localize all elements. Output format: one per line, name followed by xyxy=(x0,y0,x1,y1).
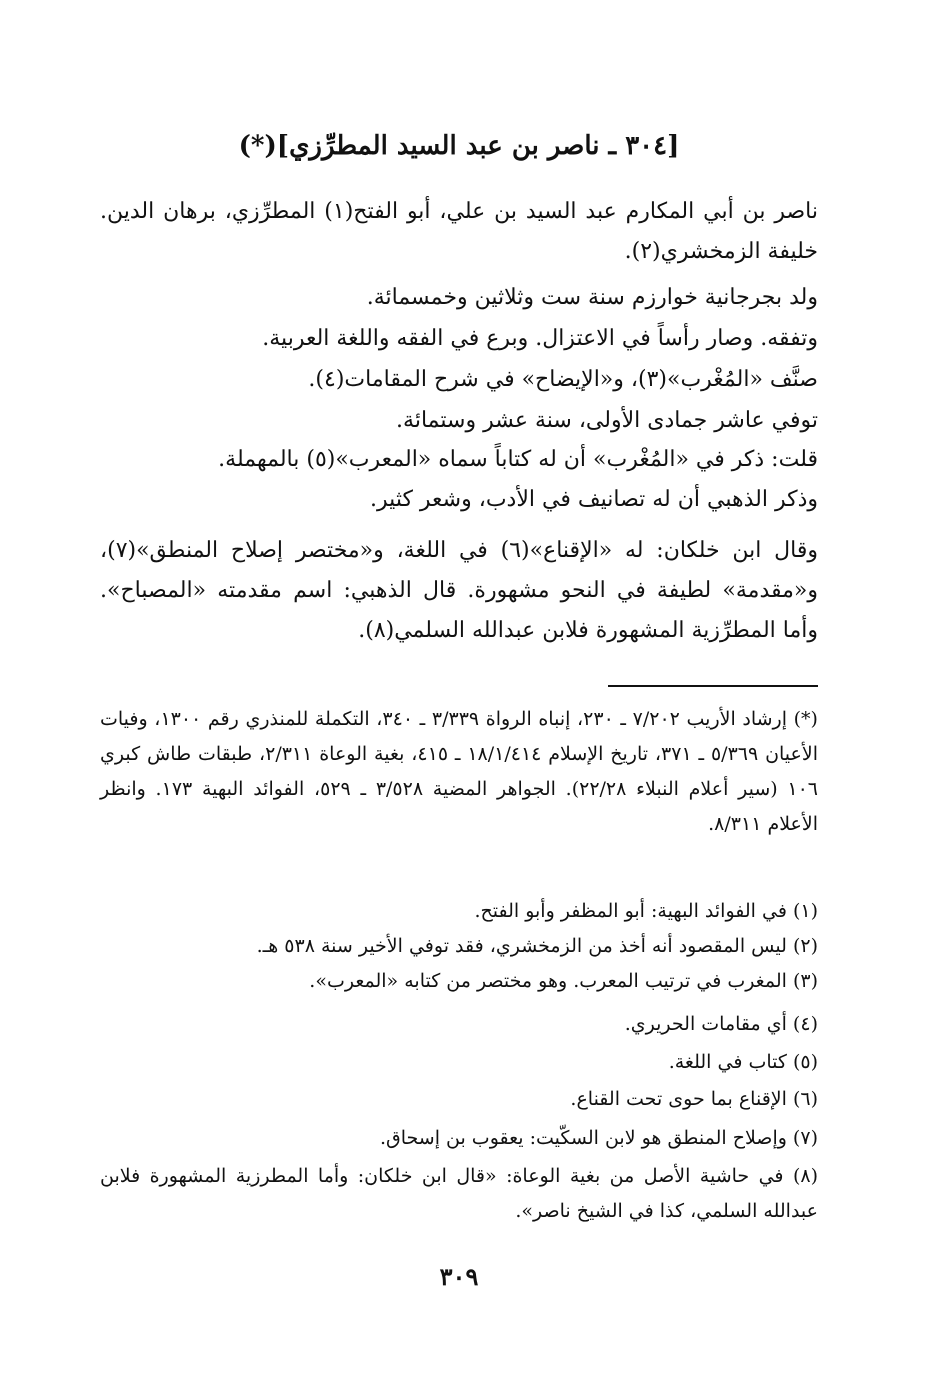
footnote-2: (٢) ليس المقصود أنه أخذ من الزمخشري، فقد توفي الأخير سنة ٥٣٨ هـ. xyxy=(256,935,818,957)
page-number: ٣٠٩ xyxy=(439,1262,479,1291)
entry-title: [٣٠٤ ـ ناصر بن عبد السيد المطرِّزي](*) xyxy=(238,131,680,161)
body-line-dhahabi: وذكر الذهبي أن له تصانيف في الأدب، وشعر كثير. xyxy=(370,487,818,512)
body-line-death: توفي عاشر جمادى الأولى، سنة عشر وستمائة. xyxy=(396,408,818,433)
body-line-birth: ولد بجرجانية خوارزم سنة ست وثلاثين وخمسمائة. xyxy=(366,285,818,310)
footnote-3: (٣) المغرب في ترتيب المعرب. وهو مختصر من كتابه «المعرب». xyxy=(309,970,818,992)
footnote-1: (١) في الفوائد البهية: أبو المظفر وأبو الفتح. xyxy=(474,900,818,922)
footnote-sources: (*) إرشاد الأريب ٧/٢٠٢ ـ ٢٣٠، إنباه الرواة ٣/٣٣٩ ـ ٣٤٠، التكملة للمنذري رقم ١٣٠٠، وفيات الأعيان ٥/٣٦٩ ـ ٣٧١، تاريخ الإسلام ١٨/١/٤١٤ ـ ٤١٥، بغية الوعاة ٢/٣١١، طبقات طاش كبري ١٠٦ (سير أعلام النبلاء ٢٢/٢٨). الجواهر المضية ٣/٥٢٨ ـ ٥٢٩، الفوائد البهية ١٧٣. وانظر الأعلام ٨/٣١١. xyxy=(100,708,819,835)
footnote-8: (٨) في حاشية الأصل من بغية الوعاة: «قال ابن خلكان: وأما المطرزية المشهورة فلابن عبدالله السلمي، كذا في الشيخ ناصر». xyxy=(100,1165,818,1222)
body-paragraph-ibn-khallikan: وقال ابن خلكان: له «الإقناع»(٦) في اللغة، و«مختصر إصلاح المنطق»(٧)، و«مقدمة» لطيفة في النحو مشهورة. قال الذهبي: اسم مقدمته «المصباح». وأما المطرِّزية المشهورة فلابن عبدالله السلمي(٨). xyxy=(100,538,819,643)
body-line-study: وتفقه. وصار رأساً في الاعتزال. وبرع في الفقه واللغة العربية. xyxy=(262,326,818,351)
body-line-note: قلت: ذكر في «المُغْرب» أن له كتاباً سماه «المعرب»(٥) بالمهملة. xyxy=(218,447,818,472)
footnote-6: (٦) الإقناع بما حوى تحت القناع. xyxy=(570,1088,818,1110)
document-page xyxy=(100,0,818,1378)
footnote-separator xyxy=(608,685,818,687)
body-paragraph-1: ناصر بن أبي المكارم عبد السيد بن علي، أبو الفتح(١) المطرِّزي، برهان الدين. خليفة الزمخشري(٢). xyxy=(100,199,818,264)
body-line-works: صنَّف «المُغْرب»(٣)، و«الإيضاح» في شرح المقامات(٤). xyxy=(308,367,818,392)
footnote-4: (٤) أي مقامات الحريري. xyxy=(624,1013,818,1035)
footnote-5: (٥) كتاب في اللغة. xyxy=(668,1051,818,1073)
footnote-7: (٧) وإصلاح المنطق هو لابن السكّيت: يعقوب بن إسحاق. xyxy=(379,1127,818,1149)
